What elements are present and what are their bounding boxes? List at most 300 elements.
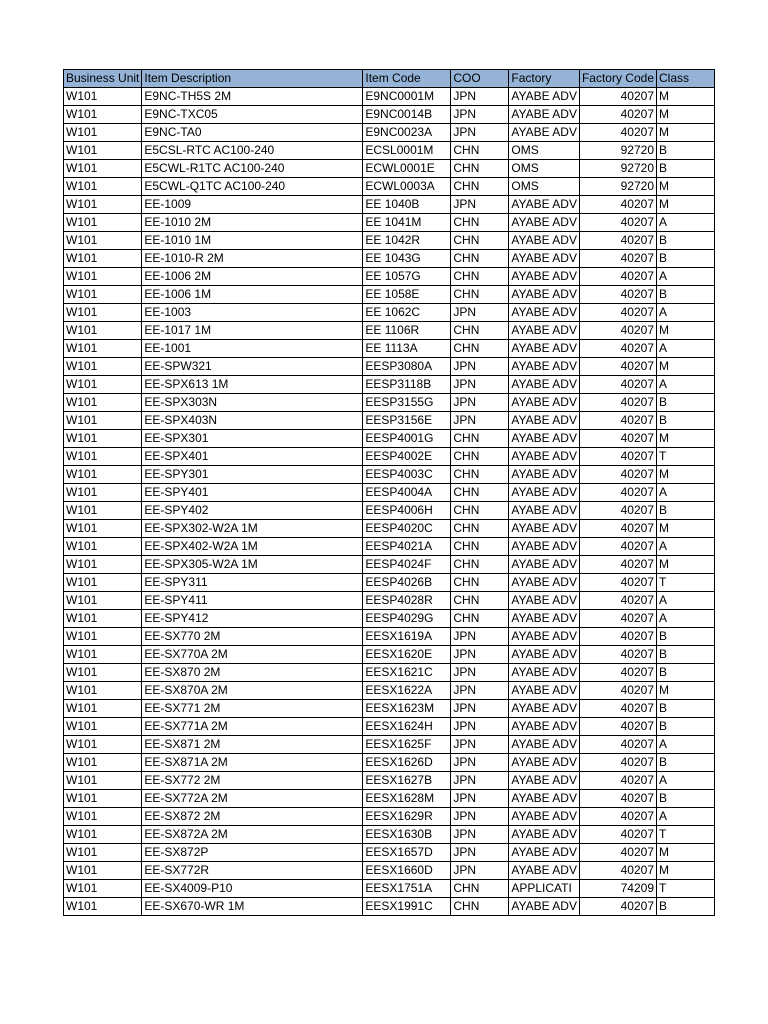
factory-code-cell[interactable]: 40207 <box>579 430 656 448</box>
class-cell[interactable]: M <box>657 682 715 700</box>
business-unit-cell[interactable]: W101 <box>64 790 142 808</box>
item-code-cell[interactable]: EE 1043G <box>363 250 451 268</box>
factory-code-cell[interactable]: 92720 <box>579 178 656 196</box>
factory-cell[interactable]: AYABE ADV <box>509 862 580 880</box>
item-description-cell[interactable]: EE-SX870A 2M <box>142 682 363 700</box>
factory-code-cell[interactable]: 40207 <box>579 754 656 772</box>
item-code-cell[interactable]: EESX1626D <box>363 754 451 772</box>
factory-code-cell[interactable]: 40207 <box>579 124 656 142</box>
factory-cell[interactable]: AYABE ADV <box>509 448 580 466</box>
item-code-cell[interactable]: EE 1113A <box>363 340 451 358</box>
item-code-cell[interactable]: E9NC0014B <box>363 106 451 124</box>
business-unit-cell[interactable]: W101 <box>64 250 142 268</box>
class-cell[interactable]: A <box>657 538 715 556</box>
coo-cell[interactable]: JPN <box>451 628 509 646</box>
class-cell[interactable]: A <box>657 376 715 394</box>
factory-cell[interactable]: AYABE ADV <box>509 790 580 808</box>
factory-cell[interactable]: AYABE ADV <box>509 268 580 286</box>
item-code-cell[interactable]: EESP4004A <box>363 484 451 502</box>
business-unit-cell[interactable]: W101 <box>64 880 142 898</box>
coo-cell[interactable]: JPN <box>451 412 509 430</box>
item-code-cell[interactable]: EE 1057G <box>363 268 451 286</box>
item-description-cell[interactable]: EE-SX771A 2M <box>142 718 363 736</box>
item-code-cell[interactable]: EESP3080A <box>363 358 451 376</box>
header-factory[interactable]: Factory <box>509 70 580 88</box>
factory-cell[interactable]: AYABE ADV <box>509 88 580 106</box>
business-unit-cell[interactable]: W101 <box>64 484 142 502</box>
class-cell[interactable]: B <box>657 286 715 304</box>
class-cell[interactable]: T <box>657 880 715 898</box>
class-cell[interactable]: B <box>657 232 715 250</box>
factory-cell[interactable]: AYABE ADV <box>509 520 580 538</box>
item-code-cell[interactable]: EESX1619A <box>363 628 451 646</box>
class-cell[interactable]: M <box>657 106 715 124</box>
item-description-cell[interactable]: EE-SX772A 2M <box>142 790 363 808</box>
item-code-cell[interactable]: EESX1660D <box>363 862 451 880</box>
item-code-cell[interactable]: EESP4029G <box>363 610 451 628</box>
class-cell[interactable]: M <box>657 862 715 880</box>
business-unit-cell[interactable]: W101 <box>64 448 142 466</box>
factory-cell[interactable]: AYABE ADV <box>509 700 580 718</box>
factory-code-cell[interactable]: 40207 <box>579 628 656 646</box>
coo-cell[interactable]: JPN <box>451 736 509 754</box>
factory-code-cell[interactable]: 40207 <box>579 646 656 664</box>
item-description-cell[interactable]: EE-SX870 2M <box>142 664 363 682</box>
item-description-cell[interactable]: EE-SPY402 <box>142 502 363 520</box>
item-code-cell[interactable]: EE 1062C <box>363 304 451 322</box>
business-unit-cell[interactable]: W101 <box>64 520 142 538</box>
item-description-cell[interactable]: EE-SPX301 <box>142 430 363 448</box>
item-description-cell[interactable]: EE-SPX402-W2A 1M <box>142 538 363 556</box>
factory-code-cell[interactable]: 40207 <box>579 304 656 322</box>
coo-cell[interactable]: JPN <box>451 700 509 718</box>
business-unit-cell[interactable]: W101 <box>64 844 142 862</box>
business-unit-cell[interactable]: W101 <box>64 358 142 376</box>
factory-cell[interactable]: AYABE ADV <box>509 664 580 682</box>
class-cell[interactable]: A <box>657 772 715 790</box>
factory-cell[interactable]: AYABE ADV <box>509 430 580 448</box>
class-cell[interactable]: B <box>657 646 715 664</box>
business-unit-cell[interactable]: W101 <box>64 106 142 124</box>
factory-cell[interactable]: AYABE ADV <box>509 682 580 700</box>
item-code-cell[interactable]: E9NC0023A <box>363 124 451 142</box>
business-unit-cell[interactable]: W101 <box>64 214 142 232</box>
item-description-cell[interactable]: EE-1003 <box>142 304 363 322</box>
coo-cell[interactable]: CHN <box>451 232 509 250</box>
factory-cell[interactable]: AYABE ADV <box>509 844 580 862</box>
factory-code-cell[interactable]: 40207 <box>579 322 656 340</box>
coo-cell[interactable]: JPN <box>451 664 509 682</box>
business-unit-cell[interactable]: W101 <box>64 664 142 682</box>
class-cell[interactable]: M <box>657 124 715 142</box>
coo-cell[interactable]: CHN <box>451 880 509 898</box>
business-unit-cell[interactable]: W101 <box>64 466 142 484</box>
factory-code-cell[interactable]: 40207 <box>579 772 656 790</box>
item-code-cell[interactable]: EE 1042R <box>363 232 451 250</box>
item-description-cell[interactable]: EE-SPX403N <box>142 412 363 430</box>
factory-cell[interactable]: OMS <box>509 178 580 196</box>
factory-cell[interactable]: AYABE ADV <box>509 736 580 754</box>
item-description-cell[interactable]: EE-SPX302-W2A 1M <box>142 520 363 538</box>
item-code-cell[interactable]: EESP4001G <box>363 430 451 448</box>
item-code-cell[interactable]: EESP3156E <box>363 412 451 430</box>
item-description-cell[interactable]: EE-SX4009-P10 <box>142 880 363 898</box>
item-description-cell[interactable]: EE-SPW321 <box>142 358 363 376</box>
business-unit-cell[interactable]: W101 <box>64 412 142 430</box>
factory-cell[interactable]: AYABE ADV <box>509 556 580 574</box>
coo-cell[interactable]: CHN <box>451 286 509 304</box>
factory-cell[interactable]: AYABE ADV <box>509 124 580 142</box>
factory-cell[interactable]: AYABE ADV <box>509 628 580 646</box>
item-description-cell[interactable]: E9NC-TXC05 <box>142 106 363 124</box>
factory-cell[interactable]: AYABE ADV <box>509 646 580 664</box>
coo-cell[interactable]: JPN <box>451 772 509 790</box>
business-unit-cell[interactable]: W101 <box>64 232 142 250</box>
coo-cell[interactable]: CHN <box>451 448 509 466</box>
factory-code-cell[interactable]: 40207 <box>579 574 656 592</box>
business-unit-cell[interactable]: W101 <box>64 160 142 178</box>
business-unit-cell[interactable]: W101 <box>64 556 142 574</box>
factory-code-cell[interactable]: 40207 <box>579 718 656 736</box>
factory-code-cell[interactable]: 74209 <box>579 880 656 898</box>
item-code-cell[interactable]: EESX1625F <box>363 736 451 754</box>
factory-code-cell[interactable]: 40207 <box>579 250 656 268</box>
business-unit-cell[interactable]: W101 <box>64 628 142 646</box>
factory-code-cell[interactable]: 40207 <box>579 286 656 304</box>
coo-cell[interactable]: CHN <box>451 160 509 178</box>
business-unit-cell[interactable]: W101 <box>64 898 142 916</box>
factory-code-cell[interactable]: 40207 <box>579 862 656 880</box>
factory-cell[interactable]: AYABE ADV <box>509 592 580 610</box>
coo-cell[interactable]: CHN <box>451 340 509 358</box>
class-cell[interactable]: M <box>657 88 715 106</box>
business-unit-cell[interactable]: W101 <box>64 574 142 592</box>
business-unit-cell[interactable]: W101 <box>64 286 142 304</box>
factory-cell[interactable]: AYABE ADV <box>509 718 580 736</box>
factory-code-cell[interactable]: 40207 <box>579 808 656 826</box>
factory-code-cell[interactable]: 40207 <box>579 826 656 844</box>
class-cell[interactable]: B <box>657 628 715 646</box>
factory-code-cell[interactable]: 40207 <box>579 592 656 610</box>
class-cell[interactable]: T <box>657 448 715 466</box>
factory-code-cell[interactable]: 40207 <box>579 358 656 376</box>
coo-cell[interactable]: CHN <box>451 502 509 520</box>
factory-cell[interactable]: APPLICATI <box>509 880 580 898</box>
class-cell[interactable]: B <box>657 790 715 808</box>
class-cell[interactable]: T <box>657 574 715 592</box>
item-code-cell[interactable]: EESP4006H <box>363 502 451 520</box>
item-code-cell[interactable]: EESP4026B <box>363 574 451 592</box>
factory-code-cell[interactable]: 40207 <box>579 412 656 430</box>
item-code-cell[interactable]: EE 1041M <box>363 214 451 232</box>
coo-cell[interactable]: CHN <box>451 250 509 268</box>
coo-cell[interactable]: JPN <box>451 790 509 808</box>
item-code-cell[interactable]: EESX1628M <box>363 790 451 808</box>
class-cell[interactable]: B <box>657 142 715 160</box>
class-cell[interactable]: B <box>657 250 715 268</box>
factory-code-cell[interactable]: 40207 <box>579 340 656 358</box>
factory-cell[interactable]: AYABE ADV <box>509 484 580 502</box>
class-cell[interactable]: B <box>657 412 715 430</box>
business-unit-cell[interactable]: W101 <box>64 700 142 718</box>
factory-cell[interactable]: AYABE ADV <box>509 376 580 394</box>
item-description-cell[interactable]: E9NC-TA0 <box>142 124 363 142</box>
header-item-code[interactable]: Item Code <box>363 70 451 88</box>
factory-cell[interactable]: AYABE ADV <box>509 286 580 304</box>
coo-cell[interactable]: CHN <box>451 574 509 592</box>
item-description-cell[interactable]: EE-SPY411 <box>142 592 363 610</box>
item-code-cell[interactable]: EESP4020C <box>363 520 451 538</box>
business-unit-cell[interactable]: W101 <box>64 88 142 106</box>
item-description-cell[interactable]: EE-SX772 2M <box>142 772 363 790</box>
class-cell[interactable]: B <box>657 898 715 916</box>
item-code-cell[interactable]: EESP4003C <box>363 466 451 484</box>
business-unit-cell[interactable]: W101 <box>64 862 142 880</box>
item-code-cell[interactable]: EESP4024F <box>363 556 451 574</box>
coo-cell[interactable]: CHN <box>451 142 509 160</box>
class-cell[interactable]: M <box>657 430 715 448</box>
factory-code-cell[interactable]: 40207 <box>579 466 656 484</box>
coo-cell[interactable]: CHN <box>451 484 509 502</box>
factory-code-cell[interactable]: 40207 <box>579 394 656 412</box>
factory-code-cell[interactable]: 40207 <box>579 214 656 232</box>
business-unit-cell[interactable]: W101 <box>64 268 142 286</box>
item-description-cell[interactable]: EE-1001 <box>142 340 363 358</box>
coo-cell[interactable]: CHN <box>451 520 509 538</box>
class-cell[interactable]: A <box>657 592 715 610</box>
factory-code-cell[interactable]: 92720 <box>579 160 656 178</box>
business-unit-cell[interactable]: W101 <box>64 124 142 142</box>
coo-cell[interactable]: JPN <box>451 196 509 214</box>
item-description-cell[interactable]: EE-SX872P <box>142 844 363 862</box>
factory-cell[interactable]: AYABE ADV <box>509 574 580 592</box>
coo-cell[interactable]: JPN <box>451 376 509 394</box>
item-description-cell[interactable]: EE-1017 1M <box>142 322 363 340</box>
class-cell[interactable]: A <box>657 610 715 628</box>
item-code-cell[interactable]: EESX1629R <box>363 808 451 826</box>
item-description-cell[interactable]: EE-SPX303N <box>142 394 363 412</box>
class-cell[interactable]: M <box>657 466 715 484</box>
item-description-cell[interactable]: EE-SPX305-W2A 1M <box>142 556 363 574</box>
coo-cell[interactable]: JPN <box>451 808 509 826</box>
factory-code-cell[interactable]: 40207 <box>579 484 656 502</box>
factory-cell[interactable]: AYABE ADV <box>509 214 580 232</box>
business-unit-cell[interactable]: W101 <box>64 394 142 412</box>
factory-cell[interactable]: AYABE ADV <box>509 826 580 844</box>
item-code-cell[interactable]: EESX1751A <box>363 880 451 898</box>
coo-cell[interactable]: JPN <box>451 718 509 736</box>
coo-cell[interactable]: JPN <box>451 304 509 322</box>
factory-code-cell[interactable]: 40207 <box>579 790 656 808</box>
item-code-cell[interactable]: EESX1991C <box>363 898 451 916</box>
item-code-cell[interactable]: EESX1624H <box>363 718 451 736</box>
item-code-cell[interactable]: EESP3118B <box>363 376 451 394</box>
factory-code-cell[interactable]: 40207 <box>579 88 656 106</box>
class-cell[interactable]: A <box>657 808 715 826</box>
item-description-cell[interactable]: EE-SPY412 <box>142 610 363 628</box>
class-cell[interactable]: A <box>657 268 715 286</box>
coo-cell[interactable]: JPN <box>451 862 509 880</box>
item-description-cell[interactable]: EE-1010 2M <box>142 214 363 232</box>
factory-cell[interactable]: AYABE ADV <box>509 808 580 826</box>
item-code-cell[interactable]: EESP4002E <box>363 448 451 466</box>
factory-cell[interactable]: AYABE ADV <box>509 412 580 430</box>
factory-code-cell[interactable]: 40207 <box>579 448 656 466</box>
coo-cell[interactable]: CHN <box>451 268 509 286</box>
coo-cell[interactable]: CHN <box>451 538 509 556</box>
item-description-cell[interactable]: EE-1006 2M <box>142 268 363 286</box>
factory-code-cell[interactable]: 40207 <box>579 520 656 538</box>
item-description-cell[interactable]: EE-SX871A 2M <box>142 754 363 772</box>
factory-cell[interactable]: AYABE ADV <box>509 196 580 214</box>
item-code-cell[interactable]: EESX1621C <box>363 664 451 682</box>
item-description-cell[interactable]: EE-SX670-WR 1M <box>142 898 363 916</box>
coo-cell[interactable]: JPN <box>451 106 509 124</box>
factory-cell[interactable]: AYABE ADV <box>509 304 580 322</box>
coo-cell[interactable]: CHN <box>451 610 509 628</box>
header-coo[interactable]: COO <box>451 70 509 88</box>
coo-cell[interactable]: JPN <box>451 394 509 412</box>
business-unit-cell[interactable]: W101 <box>64 376 142 394</box>
factory-cell[interactable]: AYABE ADV <box>509 610 580 628</box>
factory-cell[interactable]: AYABE ADV <box>509 754 580 772</box>
class-cell[interactable]: A <box>657 304 715 322</box>
item-description-cell[interactable]: EE-1009 <box>142 196 363 214</box>
class-cell[interactable]: M <box>657 358 715 376</box>
factory-cell[interactable]: AYABE ADV <box>509 232 580 250</box>
factory-code-cell[interactable]: 40207 <box>579 268 656 286</box>
class-cell[interactable]: A <box>657 340 715 358</box>
factory-code-cell[interactable]: 92720 <box>579 142 656 160</box>
class-cell[interactable]: M <box>657 556 715 574</box>
item-description-cell[interactable]: EE-SPX613 1M <box>142 376 363 394</box>
factory-code-cell[interactable]: 40207 <box>579 844 656 862</box>
item-code-cell[interactable]: ECWL0001E <box>363 160 451 178</box>
factory-cell[interactable]: AYABE ADV <box>509 340 580 358</box>
class-cell[interactable]: M <box>657 196 715 214</box>
item-description-cell[interactable]: EE-SX871 2M <box>142 736 363 754</box>
factory-cell[interactable]: AYABE ADV <box>509 358 580 376</box>
class-cell[interactable]: B <box>657 664 715 682</box>
factory-cell[interactable]: AYABE ADV <box>509 250 580 268</box>
factory-cell[interactable]: AYABE ADV <box>509 322 580 340</box>
item-code-cell[interactable]: EESP4021A <box>363 538 451 556</box>
class-cell[interactable]: B <box>657 718 715 736</box>
factory-code-cell[interactable]: 40207 <box>579 376 656 394</box>
item-code-cell[interactable]: EESX1623M <box>363 700 451 718</box>
item-code-cell[interactable]: E9NC0001M <box>363 88 451 106</box>
class-cell[interactable]: T <box>657 826 715 844</box>
item-code-cell[interactable]: EESP3155G <box>363 394 451 412</box>
item-code-cell[interactable]: EE 1106R <box>363 322 451 340</box>
item-description-cell[interactable]: E5CWL-R1TC AC100-240 <box>142 160 363 178</box>
factory-cell[interactable]: AYABE ADV <box>509 502 580 520</box>
factory-code-cell[interactable]: 40207 <box>579 682 656 700</box>
item-code-cell[interactable]: EE 1040B <box>363 196 451 214</box>
business-unit-cell[interactable]: W101 <box>64 304 142 322</box>
coo-cell[interactable]: CHN <box>451 466 509 484</box>
class-cell[interactable]: B <box>657 502 715 520</box>
class-cell[interactable]: M <box>657 178 715 196</box>
coo-cell[interactable]: JPN <box>451 358 509 376</box>
business-unit-cell[interactable]: W101 <box>64 142 142 160</box>
item-description-cell[interactable]: EE-SX872A 2M <box>142 826 363 844</box>
item-description-cell[interactable]: EE-SX772R <box>142 862 363 880</box>
business-unit-cell[interactable]: W101 <box>64 340 142 358</box>
coo-cell[interactable]: JPN <box>451 754 509 772</box>
factory-code-cell[interactable]: 40207 <box>579 196 656 214</box>
business-unit-cell[interactable]: W101 <box>64 772 142 790</box>
coo-cell[interactable]: JPN <box>451 844 509 862</box>
business-unit-cell[interactable]: W101 <box>64 196 142 214</box>
factory-cell[interactable]: OMS <box>509 160 580 178</box>
coo-cell[interactable]: CHN <box>451 430 509 448</box>
coo-cell[interactable]: CHN <box>451 592 509 610</box>
class-cell[interactable]: B <box>657 394 715 412</box>
business-unit-cell[interactable]: W101 <box>64 538 142 556</box>
header-factory-code[interactable]: Factory Code <box>579 70 656 88</box>
business-unit-cell[interactable]: W101 <box>64 646 142 664</box>
business-unit-cell[interactable]: W101 <box>64 808 142 826</box>
header-business-unit[interactable]: Business Unit <box>64 70 142 88</box>
item-description-cell[interactable]: EE-SPY311 <box>142 574 363 592</box>
item-code-cell[interactable]: ECSL0001M <box>363 142 451 160</box>
business-unit-cell[interactable]: W101 <box>64 178 142 196</box>
coo-cell[interactable]: CHN <box>451 556 509 574</box>
factory-code-cell[interactable]: 40207 <box>579 610 656 628</box>
item-code-cell[interactable]: EESX1657D <box>363 844 451 862</box>
class-cell[interactable]: A <box>657 214 715 232</box>
business-unit-cell[interactable]: W101 <box>64 592 142 610</box>
coo-cell[interactable]: JPN <box>451 124 509 142</box>
item-description-cell[interactable]: EE-SPY301 <box>142 466 363 484</box>
item-description-cell[interactable]: EE-SPX401 <box>142 448 363 466</box>
item-code-cell[interactable]: ECWL0003A <box>363 178 451 196</box>
item-code-cell[interactable]: EESX1630B <box>363 826 451 844</box>
item-description-cell[interactable]: EE-SX771 2M <box>142 700 363 718</box>
factory-code-cell[interactable]: 40207 <box>579 664 656 682</box>
class-cell[interactable]: B <box>657 700 715 718</box>
coo-cell[interactable]: CHN <box>451 178 509 196</box>
coo-cell[interactable]: CHN <box>451 214 509 232</box>
factory-cell[interactable]: OMS <box>509 142 580 160</box>
coo-cell[interactable]: CHN <box>451 898 509 916</box>
business-unit-cell[interactable]: W101 <box>64 322 142 340</box>
item-description-cell[interactable]: EE-1010-R 2M <box>142 250 363 268</box>
factory-code-cell[interactable]: 40207 <box>579 556 656 574</box>
coo-cell[interactable]: CHN <box>451 322 509 340</box>
coo-cell[interactable]: JPN <box>451 88 509 106</box>
header-item-description[interactable]: Item Description <box>142 70 363 88</box>
factory-cell[interactable]: AYABE ADV <box>509 898 580 916</box>
factory-code-cell[interactable]: 40207 <box>579 538 656 556</box>
factory-code-cell[interactable]: 40207 <box>579 700 656 718</box>
class-cell[interactable]: M <box>657 322 715 340</box>
business-unit-cell[interactable]: W101 <box>64 718 142 736</box>
class-cell[interactable]: M <box>657 520 715 538</box>
factory-code-cell[interactable]: 40207 <box>579 502 656 520</box>
item-description-cell[interactable]: EE-1010 1M <box>142 232 363 250</box>
item-code-cell[interactable]: EESP4028R <box>363 592 451 610</box>
item-description-cell[interactable]: EE-SX770A 2M <box>142 646 363 664</box>
coo-cell[interactable]: JPN <box>451 646 509 664</box>
item-description-cell[interactable]: E5CWL-Q1TC AC100-240 <box>142 178 363 196</box>
business-unit-cell[interactable]: W101 <box>64 682 142 700</box>
item-code-cell[interactable]: EESX1620E <box>363 646 451 664</box>
factory-code-cell[interactable]: 40207 <box>579 898 656 916</box>
factory-cell[interactable]: AYABE ADV <box>509 772 580 790</box>
class-cell[interactable]: B <box>657 160 715 178</box>
